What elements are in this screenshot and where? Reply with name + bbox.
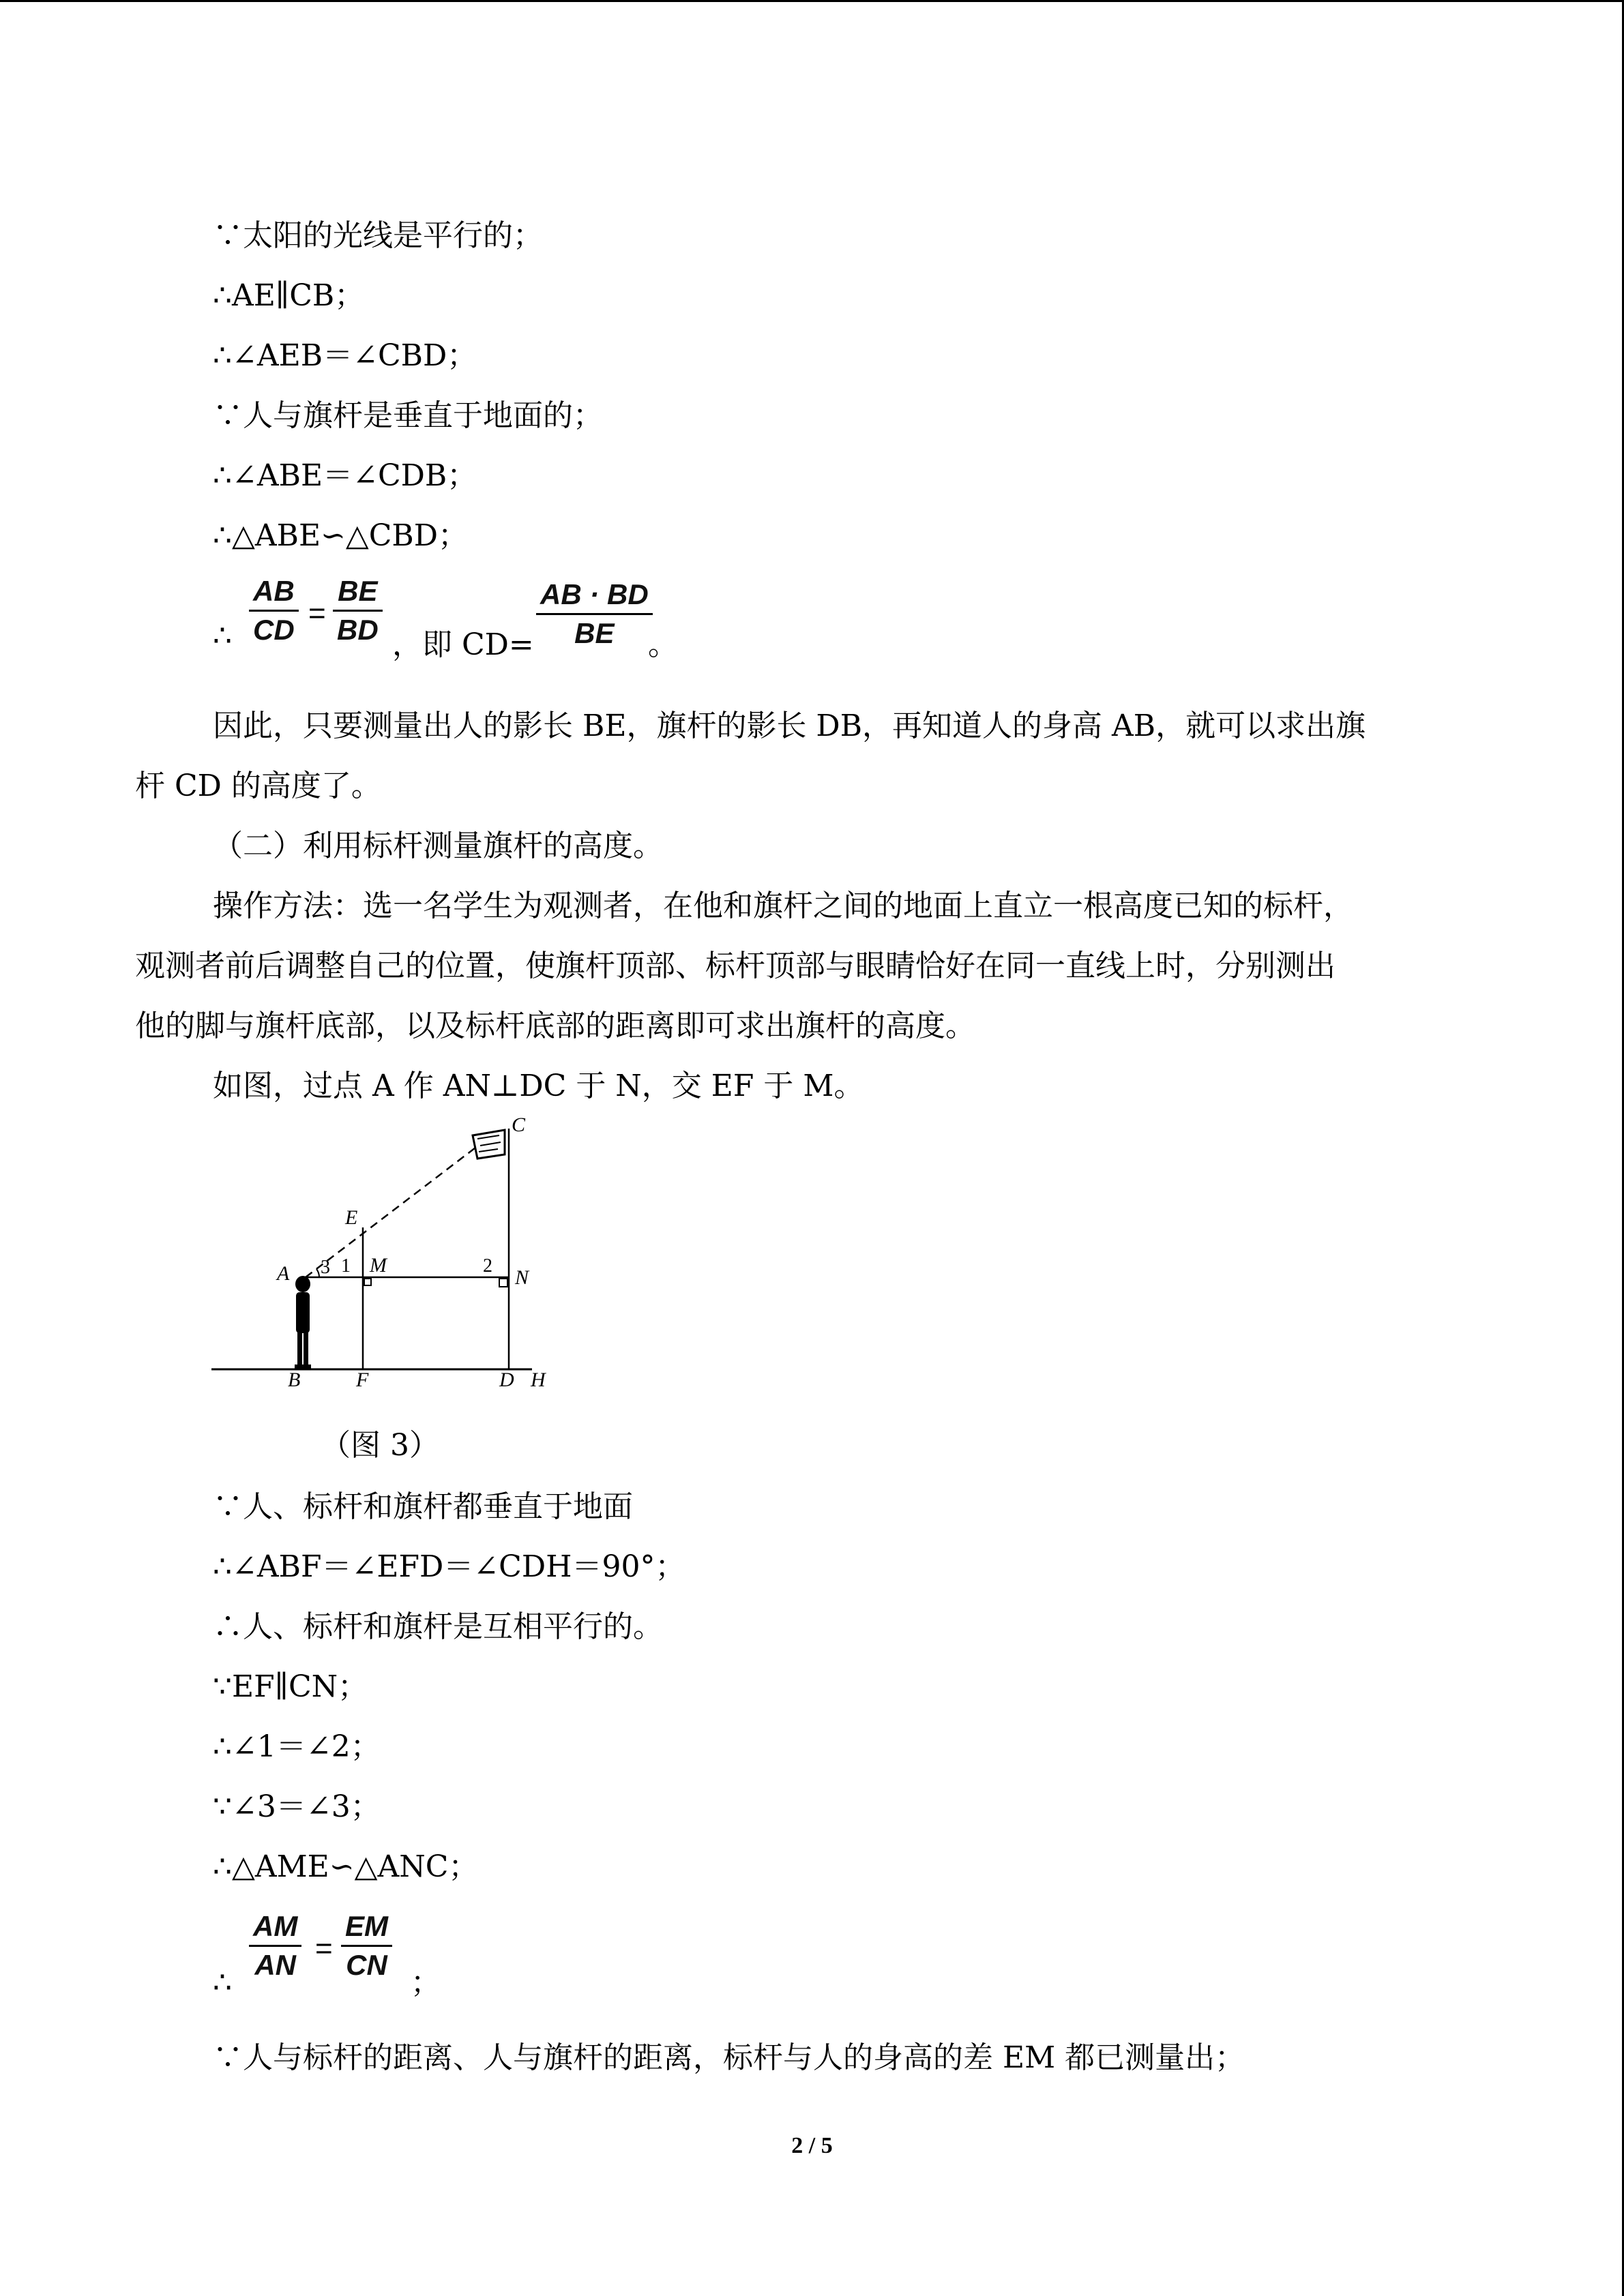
denominator: AN [254,1949,296,1981]
therefore-symbol: ∴ [213,1965,232,2000]
flagpole-diagram [205,1108,559,1398]
label-m: M [370,1254,387,1277]
text-segment: ，即 CD= [392,627,534,662]
text-line: ∵人与标杆的距离、人与旗杆的距离，标杆与人的身高的差 EM 都已测量出； [213,2040,1245,2075]
equals-sign: = [308,597,326,630]
page-number: 2 / 5 [791,2133,833,2158]
text-line: 操作方法：选一名学生为观测者，在他和旗杆之间的地面上直立一根高度已知的标杆， [213,889,1353,923]
text-line: 如图，过点 A 作 AN⊥DC 于 N，交 EF 于 M。 [213,1069,864,1103]
label-a: A [277,1262,290,1285]
text-line: ∵人与旗杆是垂直于地面的； [213,398,603,433]
label-angle-2: 2 [483,1255,492,1277]
label-f: F [356,1369,369,1391]
person-icon [295,1276,311,1369]
text-line: 他的脚与旗杆底部，以及标杆底部的距离即可求出旗杆的高度。 [135,1009,975,1043]
denominator: CD [253,614,295,646]
numerator: AM [253,1910,298,1942]
text-line: ∵EF∥CN； [213,1669,368,1704]
sight-line [306,1144,481,1277]
text-line: ∵∠3＝∠3； [213,1789,381,1824]
text-line: ∵太阳的光线是平行的； [213,218,543,253]
label-angle-3: 3 [321,1257,330,1278]
label-e: E [345,1206,358,1229]
label-n: N [515,1266,529,1289]
angle-arc-3 [316,1269,319,1277]
numerator: AB · BD [540,578,649,610]
numerator: EM [345,1910,388,1942]
text-line: ∴∠ABE＝∠CDB； [213,458,477,493]
fraction-em-cn [341,1908,392,1984]
text-line: 杆 CD 的高度了。 [135,769,381,803]
text-line: 观测者前后调整自己的位置，使旗杆顶部、标杆顶部与眼睛恰好在同一直线上时，分别测出 [135,949,1335,983]
text-line: ∵人、标杆和旗杆都垂直于地面 [213,1489,633,1524]
text-line: ∴△ABE∽△CBD； [213,518,469,553]
text-line: ∴∠AEB＝∠CBD； [213,338,477,373]
right-angle-m [364,1279,371,1285]
numerator: BE [338,575,378,607]
text-line: ∴△AME∽△ANC； [213,1849,479,1884]
fraction-be-bd [333,573,383,648]
fraction-ab-cd [249,573,299,648]
label-d: D [499,1369,514,1391]
therefore-symbol: ∴ [213,618,232,653]
figure-caption: （图 3） [321,1428,439,1463]
fraction-cd-result [536,576,653,652]
text-line: ∴AE∥CB； [213,278,365,313]
label-angle-1: 1 [341,1255,351,1277]
right-angle-n [499,1279,507,1287]
text-line: ∴∠1＝∠2； [213,1729,381,1764]
text-line: 因此，只要测量出人的影长 BE，旗杆的影长 DB，再知道人的身高 AB，就可以求出旗 [213,709,1366,743]
equals-sign: = [315,1932,333,1965]
denominator: BD [337,614,379,646]
page-border-top [0,0,1624,2]
denominator: CN [346,1949,387,1981]
label-c: C [512,1114,526,1136]
label-b: B [288,1369,301,1391]
text-segment: ； [411,1965,441,2000]
fraction-am-an [249,1908,301,1984]
denominator: BE [574,617,615,649]
text-line: ∴∠ABF＝∠EFD＝∠CDH＝90°； [213,1549,685,1584]
label-h: H [531,1369,546,1391]
text-line: ∴人、标杆和旗杆是互相平行的。 [213,1609,663,1644]
section-heading: （二）利用标杆测量旗杆的高度。 [213,829,663,863]
text-segment: 。 [648,627,678,662]
numerator: AB [253,575,295,607]
